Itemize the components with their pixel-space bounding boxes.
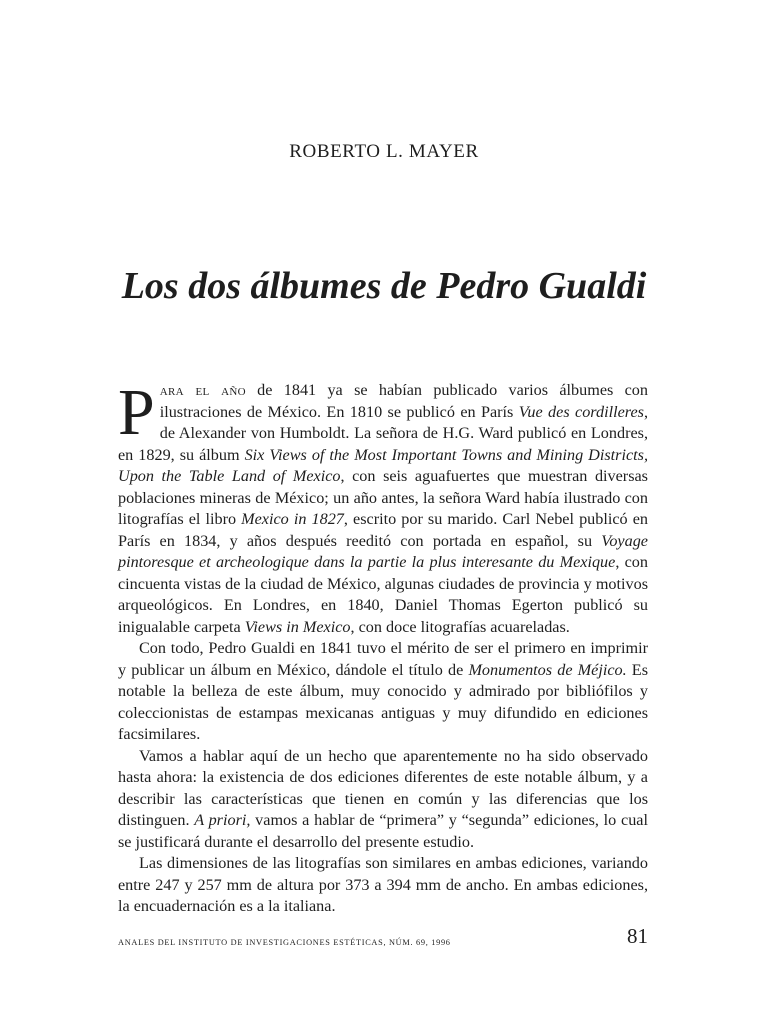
article-author: ROBERTO L. MAYER: [289, 141, 479, 162]
paragraph-4: [118, 853, 648, 918]
text-run: de 1841 ya se habían publicado varios álbumes con ilustraciones de México. En 1810 se publicó en París: [159, 381, 648, 421]
text-run: Las dimensiones de las litografías son similares en ambas ediciones, variando entre 247 y 257 mm de altura por 373 a 394 mm de ancho. En ambas ediciones, la encuadernación es a la italiana.: [118, 854, 648, 915]
article-title: Los dos álbumes de Pedro Gualdi: [121, 265, 647, 307]
text-run: Es notable la belleza de este álbum, muy conocido y admirado por bibliófilos y coleccionistas de estampas mexicanas antiguas y muy difundido en ediciones facsimilares.: [118, 660, 648, 743]
small-caps-lead: ara el año: [159, 381, 246, 399]
text-run: Vamos a hablar aquí de un hecho que aparentemente no ha sido observado hasta ahora: la existencia de dos ediciones diferentes de este notable álbum, y a describir las características que tienen en común y las diferencias que los distinguen.: [118, 746, 648, 829]
text-run: , escrito por su marido. Carl Nebel publicó en París en 1834, y años después reeditó con portada en español, su: [118, 510, 648, 550]
italic-phrase: A priori,: [194, 811, 251, 829]
text-run: , con seis aguafuertes que muestran diversas poblaciones mineras de México; un año antes, la señora Ward había ilustrado con litografías el libro: [118, 467, 648, 528]
paragraph-2: [118, 638, 648, 746]
journal-citation: ANALES DEL INSTITUTO DE INVESTIGACIONES ESTÉTICAS, NÚM. 69, 1996: [118, 938, 451, 947]
text-run: , con doce litografías acuareladas.: [350, 617, 570, 636]
text-run: vamos a hablar de “primera” y “segunda” ediciones, lo cual se justificará durante el desarrollo del presente estudio.: [118, 811, 648, 851]
italic-title: Monumentos de Méjico.: [468, 660, 627, 679]
text-run: Con todo, Pedro Gualdi en 1841 tuvo el mérito de ser el primero en imprimir y publicar un álbum en México, dándole el título de: [118, 639, 648, 679]
text-run: , con cincuenta vistas de la ciudad de México, algunas ciudades de provincia y motivos arqueológicos. En Londres, en 1840, Daniel Thomas Egerton publicó su inigualable carpeta: [118, 553, 648, 636]
paragraph-3: [118, 746, 648, 854]
article-body: [118, 376, 648, 918]
italic-title: Six Views of the Most Important Towns and Mining Districts, Upon the Table Land of Mexico: [118, 445, 648, 485]
italic-title: Views in Mexico: [244, 617, 351, 636]
paragraph-1: [118, 376, 648, 638]
italic-title: Mexico in 1827: [241, 510, 344, 528]
drop-cap: P: [118, 376, 155, 449]
italic-title: Vue des cordilleres: [518, 402, 644, 421]
text-run: , de Alexander von Humboldt. La señora de H.G. Ward publicó en Londres, en 1829, su álbum: [118, 402, 648, 464]
page-footer: [118, 924, 648, 960]
italic-title: Voyage pintoresque et archeologique dans la partie la plus interesante du Mexique: [118, 531, 648, 571]
page-number: 81: [627, 924, 648, 948]
